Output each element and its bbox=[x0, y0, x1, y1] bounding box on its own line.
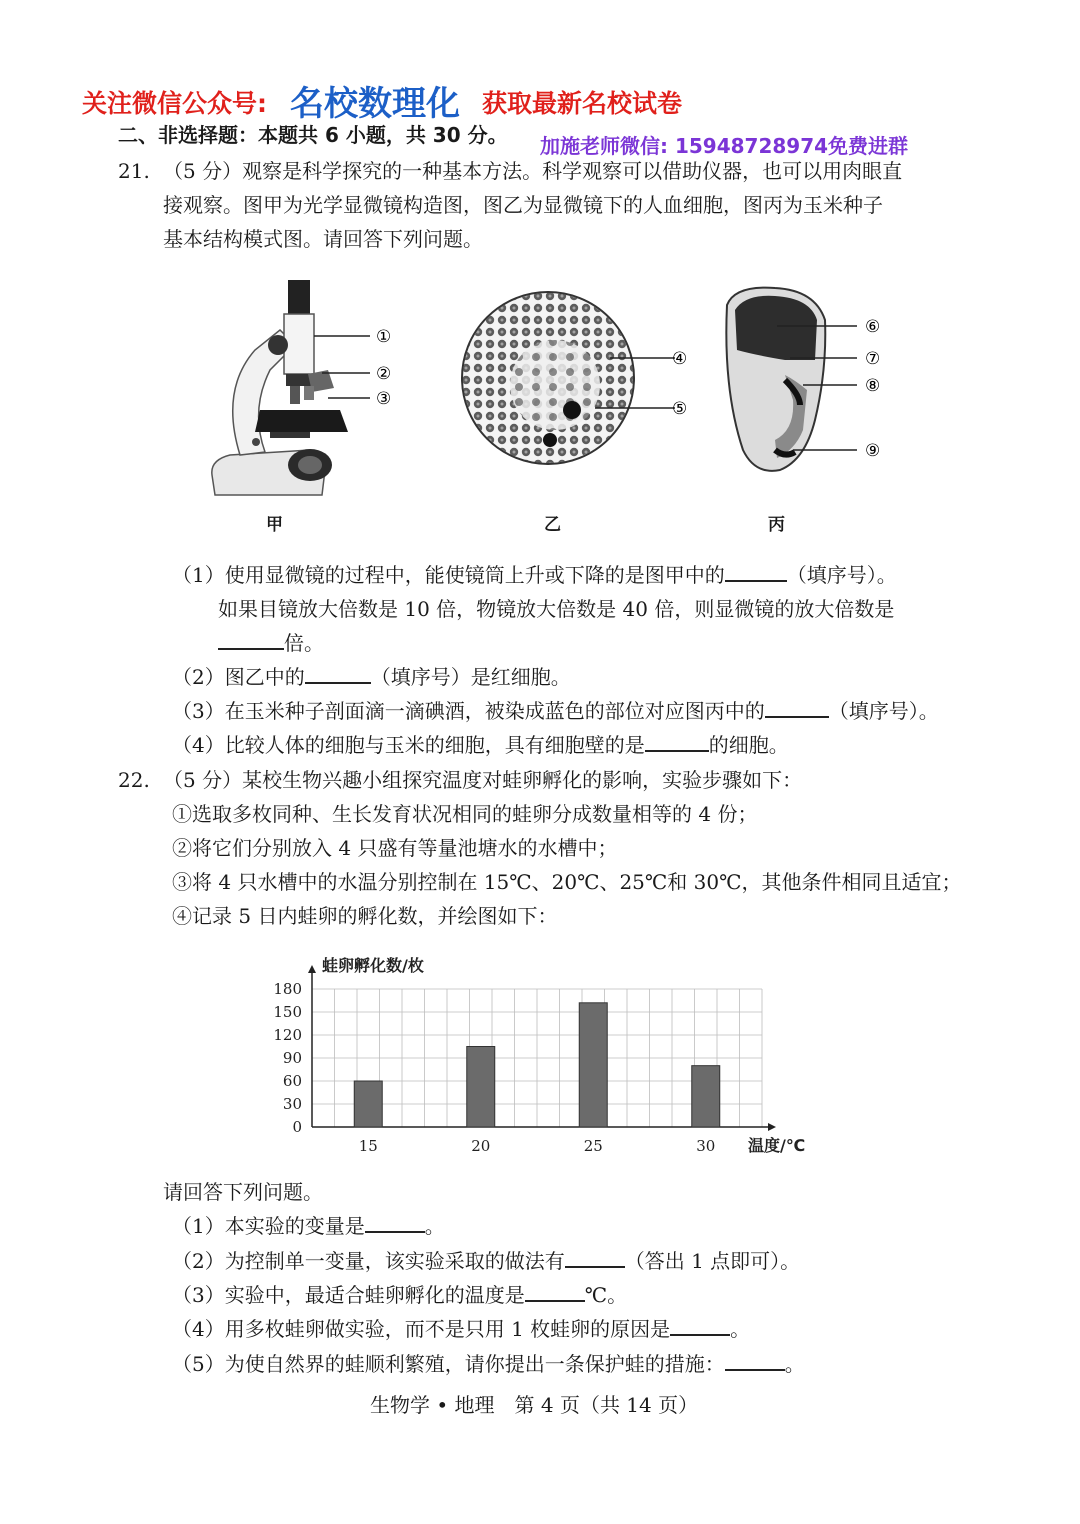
x-tick-label: 30 bbox=[696, 1137, 716, 1155]
y-tick-label: 0 bbox=[292, 1118, 302, 1136]
q22-sub1: （1）本实验的变量是 。 bbox=[172, 1209, 445, 1243]
q22-step3: ③将 4 只水槽中的水温分别控制在 15℃、20℃、25℃和 30℃，其他条件相同且适宜； bbox=[172, 870, 962, 894]
answer-blank[interactable] bbox=[725, 560, 787, 582]
microscope-figure bbox=[200, 270, 420, 510]
y-tick-label: 180 bbox=[273, 980, 302, 998]
x-axis-title: 温度/℃ bbox=[748, 1136, 806, 1155]
q21-stem-line1: （5 分）观察是科学探究的一种基本方法。科学观察可以借助仪器，也可以用肉眼直 bbox=[163, 159, 903, 183]
q21-stem-line3: 基本结构模式图。请回答下列问题。 bbox=[163, 227, 483, 251]
answer-blank[interactable] bbox=[645, 730, 709, 752]
bar bbox=[692, 1066, 720, 1127]
answer-blank[interactable] bbox=[670, 1314, 730, 1336]
q21-sub3: （3）在玉米种子剖面滴一滴碘酒，被染成蓝色的部位对应图丙中的 （填序号）。 bbox=[172, 694, 939, 728]
label-7: ⑦ bbox=[865, 349, 881, 369]
banner-right-text: 获取最新名校试卷 bbox=[482, 89, 683, 118]
corn-seed-figure bbox=[715, 280, 895, 480]
y-tick-label: 90 bbox=[282, 1049, 302, 1067]
y-axis-arrow bbox=[308, 965, 316, 973]
answer-blank[interactable] bbox=[365, 1211, 425, 1233]
q21-number: 21. bbox=[118, 159, 150, 183]
y-tick-label: 30 bbox=[282, 1095, 302, 1113]
caption-bing: 丙 bbox=[768, 515, 785, 535]
q22-stem: （5 分）某校生物兴趣小组探究温度对蛙卵孵化的影响，实验步骤如下： bbox=[163, 768, 803, 792]
q22-step4: ④记录 5 日内蛙卵的孵化数，并绘图如下： bbox=[172, 904, 558, 928]
q22-step1: ①选取多枚同种、生长发育状况相同的蛙卵分成数量相等的 4 份； bbox=[172, 802, 758, 826]
label-2: ② bbox=[376, 364, 392, 384]
hatching-bar-chart bbox=[260, 955, 830, 1165]
blood-cells-figure bbox=[460, 290, 700, 470]
q22-number: 22. bbox=[118, 768, 150, 792]
q22-sub3: （3）实验中，最适合蛙卵孵化的温度是 ℃。 bbox=[172, 1278, 627, 1312]
y-tick-label: 120 bbox=[273, 1026, 302, 1044]
banner-left-text: 关注微信公众号: bbox=[82, 89, 267, 118]
answer-blank[interactable] bbox=[305, 662, 371, 684]
q21-sub1-line1: （1）使用显微镜的过程中，能使镜筒上升或下降的是图甲中的 （填序号）。 bbox=[172, 558, 897, 592]
banner-brand: 名校数理化 bbox=[290, 84, 460, 124]
q22-sub4: （4）用多枚蛙卵做实验，而不是只用 1 枚蛙卵的原因是 。 bbox=[172, 1312, 750, 1346]
section-title: 二、非选择题：本题共 6 小题，共 30 分。 bbox=[118, 123, 508, 147]
bar bbox=[354, 1081, 382, 1127]
label-6: ⑥ bbox=[865, 317, 881, 337]
q22-step2: ②将它们分别放入 4 只盛有等量池塘水的水槽中； bbox=[172, 836, 618, 860]
y-tick-label: 60 bbox=[282, 1072, 302, 1090]
q22-sub2: （2）为控制单一变量，该实验采取的做法有 （答出 1 点即可）。 bbox=[172, 1244, 800, 1278]
label-4: ④ bbox=[672, 349, 688, 369]
answer-blank[interactable] bbox=[218, 628, 284, 650]
answer-blank[interactable] bbox=[765, 696, 829, 718]
banner-wechat: 加施老师微信: 15948728974免费进群 bbox=[540, 134, 909, 158]
x-tick-label: 20 bbox=[471, 1137, 491, 1155]
label-1: ① bbox=[376, 327, 392, 347]
bar bbox=[579, 1003, 607, 1127]
label-9: ⑨ bbox=[865, 441, 881, 461]
q22-sub5: （5）为使自然界的蛙顺利繁殖，请你提出一条保护蛙的措施： 。 bbox=[172, 1347, 805, 1381]
q22-prompt: 请回答下列问题。 bbox=[163, 1180, 323, 1204]
label-8: ⑧ bbox=[865, 376, 881, 396]
q21-sub4: （4）比较人体的细胞与玉米的细胞，具有细胞壁的是 的细胞。 bbox=[172, 728, 789, 762]
caption-jia: 甲 bbox=[266, 515, 283, 535]
label-3: ③ bbox=[376, 389, 392, 409]
q21-sub1-line2: 如果目镜放大倍数是 10 倍，物镜放大倍数是 40 倍，则显微镜的放大倍数是 bbox=[218, 597, 895, 621]
q21-stem-line2: 接观察。图甲为光学显微镜构造图，图乙为显微镜下的人血细胞，图丙为玉米种子 bbox=[163, 193, 883, 217]
y-axis-title: 蛙卵孵化数/枚 bbox=[322, 956, 424, 975]
q21-sub1-line3: 倍。 bbox=[218, 626, 324, 660]
x-tick-label: 15 bbox=[358, 1137, 378, 1155]
q21-sub2: （2）图乙中的 （填序号）是红细胞。 bbox=[172, 660, 571, 694]
page-footer: 生物学 • 地理 第 4 页（共 14 页） bbox=[370, 1393, 699, 1417]
y-tick-label: 150 bbox=[273, 1003, 302, 1021]
caption-yi: 乙 bbox=[544, 515, 561, 535]
x-tick-label: 25 bbox=[583, 1137, 603, 1155]
bar bbox=[467, 1047, 495, 1128]
x-axis-arrow bbox=[768, 1123, 776, 1131]
label-5: ⑤ bbox=[672, 399, 688, 419]
answer-blank[interactable] bbox=[725, 1349, 785, 1371]
answer-blank[interactable] bbox=[525, 1280, 585, 1302]
answer-blank[interactable] bbox=[565, 1246, 625, 1268]
